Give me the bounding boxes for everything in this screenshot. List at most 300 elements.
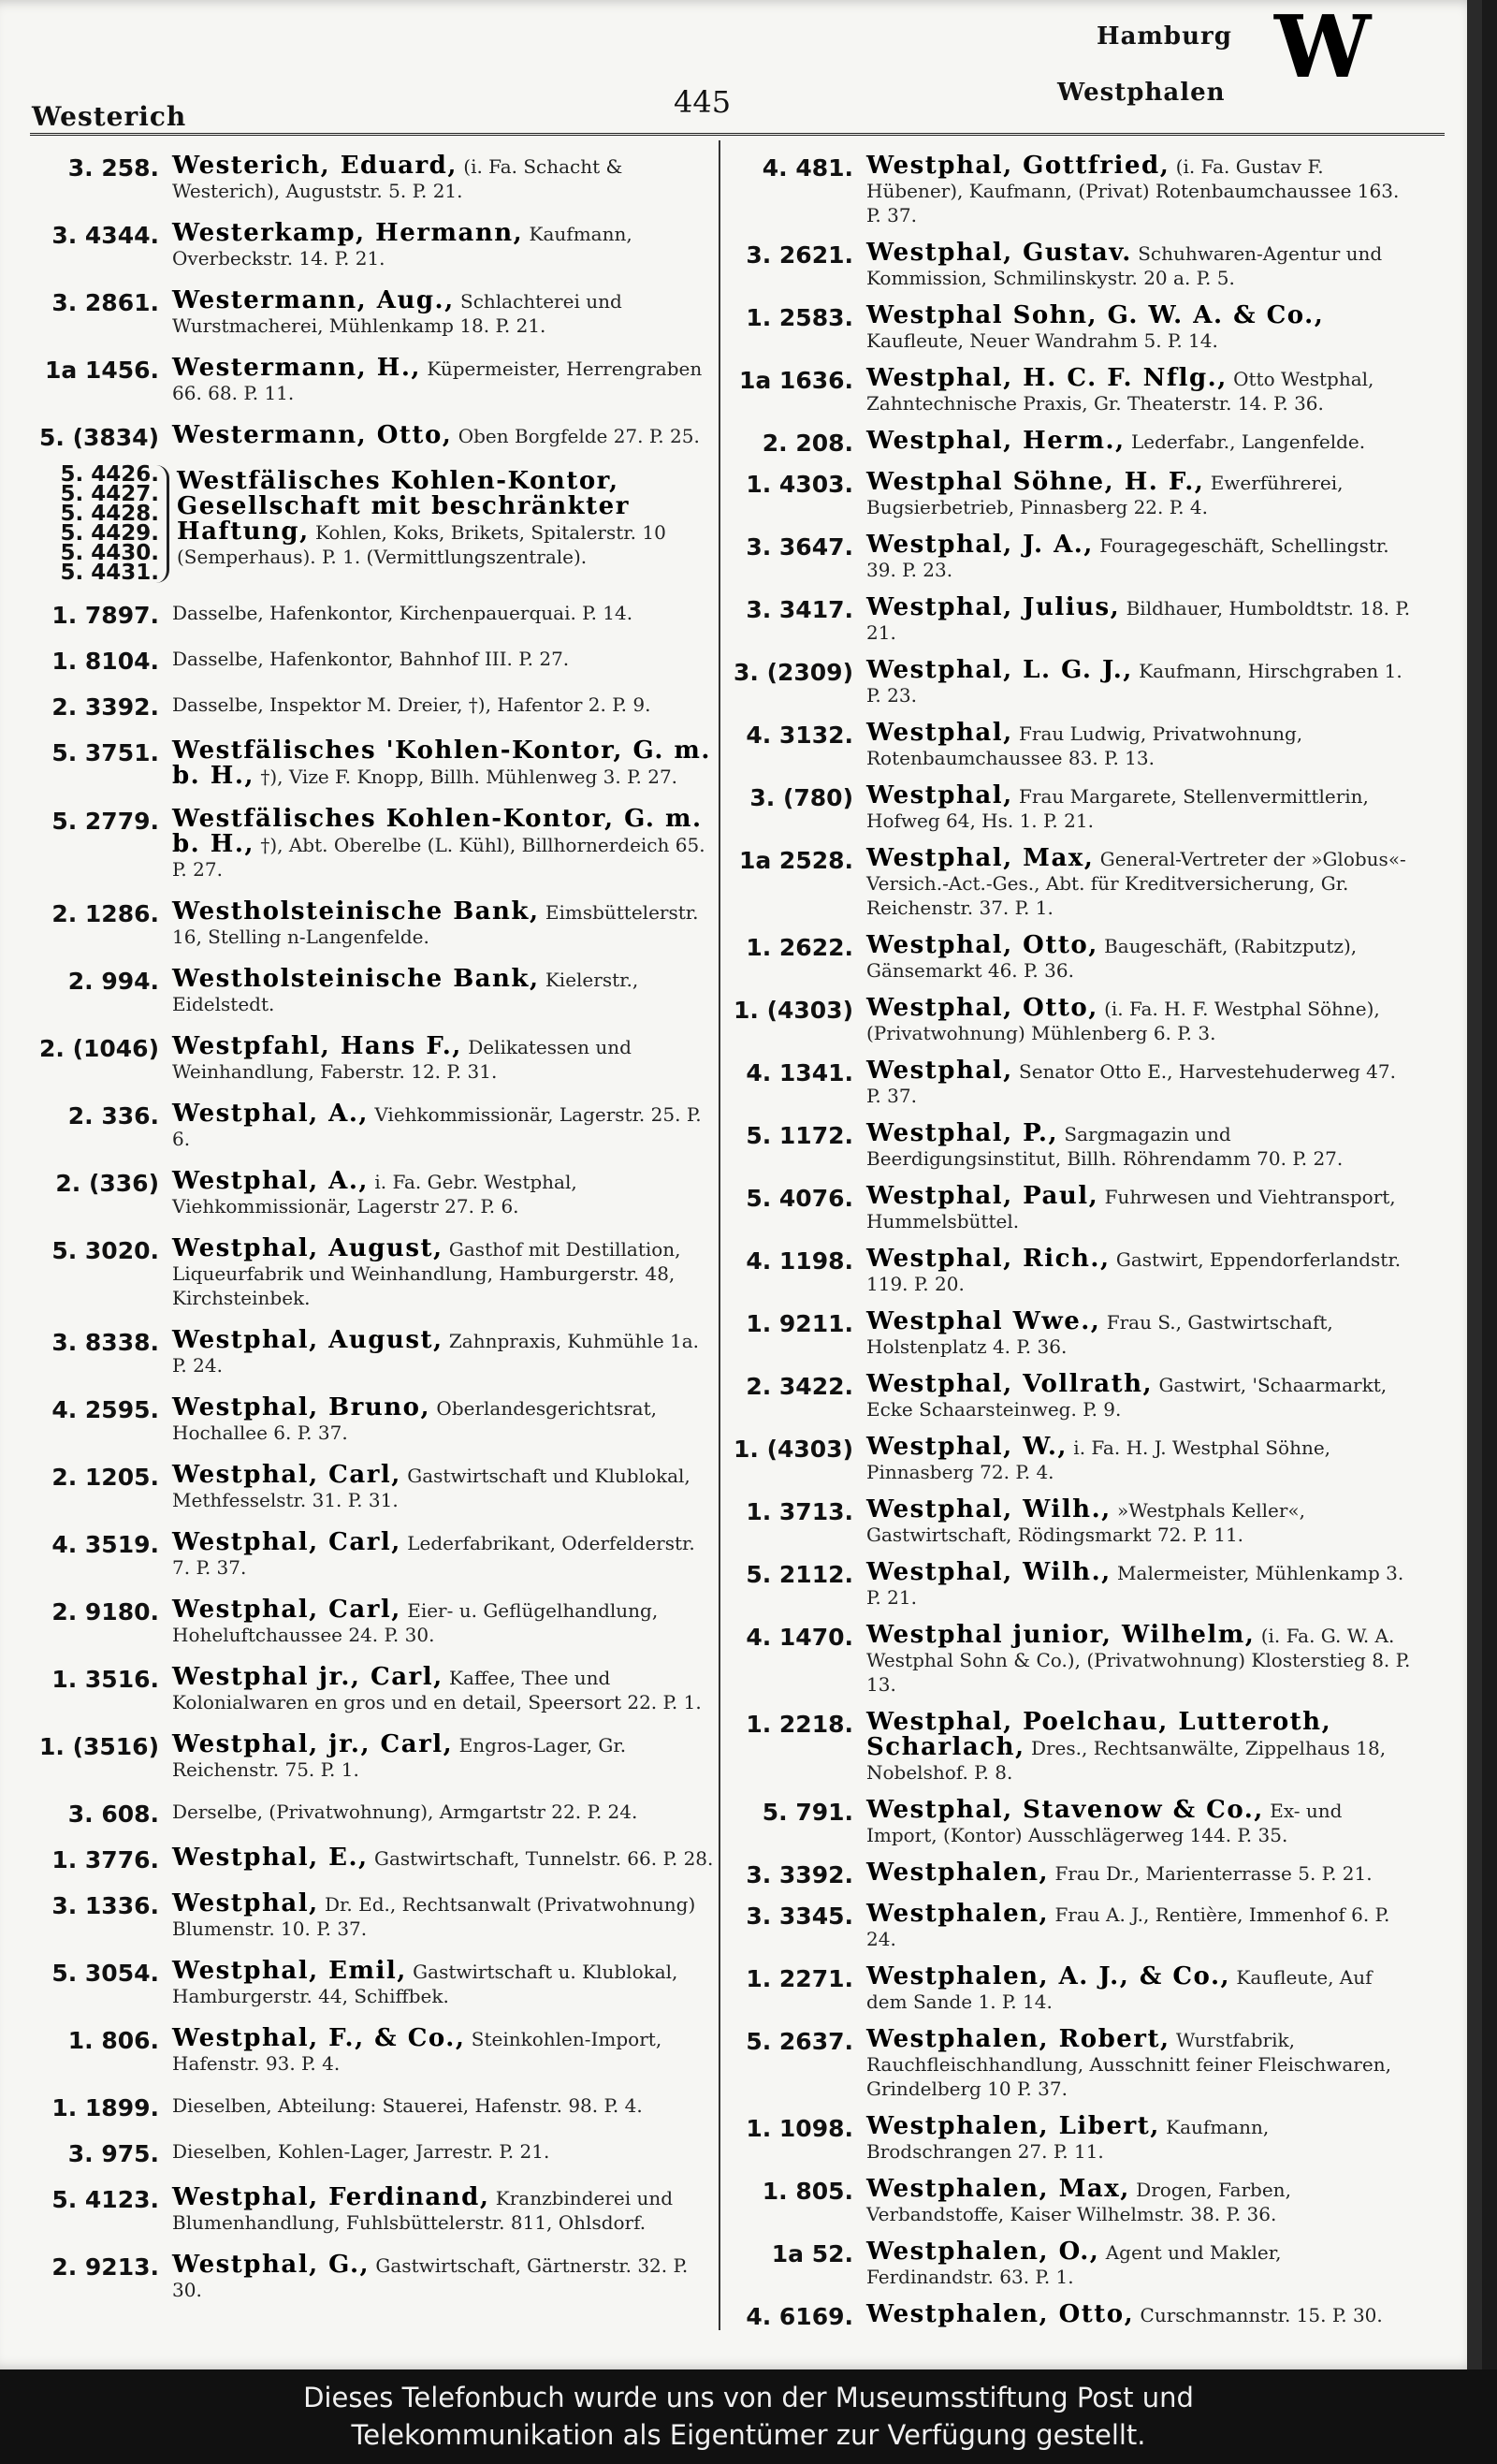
subscriber-details: Dieselben, Kohlen-Lager, Jarrestr. P. 21.: [172, 2140, 550, 2163]
subscriber-details: Dieselben, Abteilung: Stauerei, Hafenstr. 98. P. 4.: [172, 2094, 643, 2117]
subscriber-details: Sargmagazin und Beerdigungsinstitut, Billh. Röhrendamm 70. P. 27.: [866, 1123, 1344, 1170]
subscriber-name: Westphal, Julius,: [866, 593, 1121, 621]
phone-number: 2. 9180.: [51, 1598, 159, 1626]
subscriber-details: Kaufmann, Brodschrangen 27. P. 11.: [866, 2116, 1270, 2163]
entry-text: [866, 1117, 1413, 1171]
phone-number: 1. 2271.: [746, 1965, 853, 1992]
subscriber-name: Westphalen,: [866, 1859, 1050, 1887]
subscriber-details: Steinkohlen-Import, Hafenstr. 93. P. 4.: [172, 2028, 662, 2075]
subscriber-details: Curschmannstr. 15. P. 30.: [1140, 2304, 1383, 2326]
phone-number: 2. 208.: [762, 430, 853, 457]
subscriber-name: Westphal, Herm.,: [866, 427, 1126, 455]
entry-text: [172, 1232, 719, 1310]
phone-number: 3. (780): [749, 784, 853, 811]
entry-text: [172, 1796, 719, 1824]
directory-entry: [730, 425, 1413, 457]
subscriber-details: (i. Fa. G. W. A. Westphal Sohn & Co.), (Privatwohnung) Klosterstieg 8. P. 13.: [866, 1625, 1411, 1696]
subscriber-details: Dasselbe, Hafenkontor, Kirchenpauerquai. P. 14.: [172, 602, 633, 624]
subscriber-name: Westphal, H. C. F. Nflg.,: [866, 364, 1228, 392]
directory-entry: [730, 591, 1413, 645]
footer-line-1: Dieses Telefonbuch wurde uns von der Museumsstiftung Post und: [303, 2382, 1194, 2413]
phone-number: 5. 4430.: [60, 541, 159, 565]
subscriber-details: (i. Fa. Schacht & Westerich), Auguststr. 5. P. 21.: [172, 155, 623, 202]
subscriber-name: Westfälisches Kohlen-Kontor, G. m. b. H.,: [172, 805, 703, 858]
section-letter: W: [1274, 0, 1372, 97]
subscriber-name: Westermann, Otto,: [172, 421, 453, 449]
subscriber-name: Westerich, Eduard,: [172, 152, 458, 180]
directory-entry: [36, 2090, 719, 2121]
entry-text: [866, 1556, 1413, 1610]
entry-text: [172, 1661, 719, 1714]
entry-text: [172, 2249, 719, 2302]
phone-number: 5. 4428.: [60, 502, 159, 526]
subscriber-name: Westphal, P.,: [866, 1119, 1059, 1147]
phone-number: 4. 481.: [762, 154, 853, 182]
directory-entry: [36, 1030, 719, 1084]
directory-entry: [36, 217, 719, 270]
phone-number: 1a 2528.: [738, 847, 853, 874]
phone-number: 3. 4344.: [51, 222, 159, 249]
subscriber-details: (i. Fa. H. F. Westphal Söhne), (Privatwohnung) Mühlenberg 6. P. 3.: [866, 998, 1380, 1044]
phone-number: 1. 9211.: [746, 1310, 853, 1337]
entry-text: [172, 217, 719, 270]
directory-entry: [730, 1961, 1413, 2014]
directory-entry: [36, 2249, 719, 2302]
left-column: [36, 150, 719, 2316]
directory-entry: [730, 1117, 1413, 1171]
entry-text: [866, 1055, 1413, 1108]
subscriber-name: Westerkamp, Hermann,: [172, 219, 524, 247]
phone-number: 3. 8338.: [51, 1329, 159, 1356]
phone-number: 1. 2622.: [746, 934, 853, 961]
entry-text: [172, 1098, 719, 1151]
subscriber-details: Frau Margarete, Stellenvermittlerin, Hofweg 64, Hs. 1. P. 21.: [866, 785, 1369, 832]
subscriber-details: Küpermeister, Herrengraben 66. 68. P. 11.: [172, 357, 703, 404]
subscriber-name: Westphalen, A. J., & Co.,: [866, 1962, 1231, 1990]
subscriber-details: Kranzbinderei und Blumenhandlung, Fuhlsbüttelerstr. 811, Ohlsdorf.: [172, 2187, 674, 2234]
subscriber-name: Westphal, A.,: [172, 1100, 369, 1128]
phone-number: 3. 975.: [67, 2140, 159, 2167]
subscriber-details: Dasselbe, Hafenkontor, Bahnhof III. P. 27.: [172, 648, 570, 670]
phone-number: 1. 805.: [762, 2178, 853, 2205]
subscriber-details: (i. Fa. Gustav F. Hübener), Kaufmann, (Privat) Rotenbaumchaussee 163. P. 37.: [866, 155, 1400, 226]
subscriber-details: Delikatessen und Weinhandlung, Faberstr. 12. P. 31.: [172, 1036, 632, 1083]
entry-text: [866, 466, 1413, 519]
directory-entry: [36, 1526, 719, 1580]
subscriber-name: Westphal jr., Carl,: [172, 1663, 443, 1691]
entry-text: [866, 717, 1413, 770]
directory-entry: [36, 150, 719, 203]
entry-text: [866, 2236, 1413, 2289]
entry-text: [866, 1961, 1413, 2014]
directory-entry: [730, 1368, 1413, 1422]
subscriber-details: Dr. Ed., Rechtsanwalt (Privatwohnung) Blumenstr. 10. P. 37.: [172, 1893, 696, 1940]
entry-text: [172, 963, 719, 1016]
phone-number: 3. 258.: [67, 154, 159, 182]
subscriber-name: Westphal, Rich.,: [866, 1245, 1111, 1273]
phone-number: 5. (3834): [38, 424, 159, 451]
phone-number: 1. 3516.: [51, 1666, 159, 1693]
phone-number: 1. (4303): [733, 997, 853, 1024]
entry-text: [866, 929, 1413, 983]
subscriber-name: Westphal, Carl,: [172, 1461, 401, 1489]
directory-entry: [730, 1706, 1413, 1785]
directory-entry: [730, 654, 1413, 707]
subscriber-details: Drogen, Farben, Verbandstoffe, Kaiser Wilhelmstr. 38. P. 36.: [866, 2179, 1291, 2225]
subscriber-details: Malermeister, Mühlenkamp 3. P. 21.: [866, 1562, 1404, 1609]
entry-text: [866, 529, 1413, 582]
subscriber-name: Westphal, W.,: [866, 1433, 1068, 1461]
footer-line-2: Telekommunikation als Eigentümer zur Verfügung gestellt.: [351, 2419, 1146, 2451]
subscriber-details: Senator Otto E., Harvestehuderweg 47. P. 37.: [866, 1060, 1396, 1107]
entry-text: [177, 465, 719, 569]
subscriber-name: Westphal, Paul,: [866, 1182, 1099, 1210]
entry-text: [172, 2022, 719, 2076]
phone-number: 3. 3392.: [746, 1861, 853, 1888]
subscriber-name: Westphal, Carl,: [172, 1528, 401, 1556]
subscriber-name: Westphalen, Robert,: [866, 2025, 1170, 2053]
directory-entry: [730, 466, 1413, 519]
subscriber-name: Westphal, Otto,: [866, 994, 1098, 1022]
directory-entry: [36, 803, 719, 882]
entry-text: [172, 896, 719, 949]
phone-number: 4. 1470.: [746, 1624, 853, 1651]
directory-entry: [36, 1165, 719, 1218]
subscriber-details: i. Fa. H. J. Westphal Söhne, Pinnasberg 72. P. 4.: [866, 1436, 1331, 1483]
directory-entry: [36, 1728, 719, 1782]
subscriber-name: Westpfahl, Hans F.,: [172, 1032, 462, 1060]
phone-number: 1. 3776.: [51, 1846, 159, 1874]
directory-entry: [730, 1494, 1413, 1547]
subscriber-details: Gastwirtschaft und Klublokal, Methfesselstr. 31. P. 31.: [172, 1465, 690, 1511]
directory-entry: [36, 419, 719, 451]
entry-text: [172, 689, 719, 717]
subscriber-details: Gastwirtschaft u. Klublokal, Hamburgerstr. 44, Schiffbek.: [172, 1961, 678, 2007]
phone-number: 1a 52.: [771, 2240, 853, 2267]
entry-text: [866, 654, 1413, 707]
entry-text: [172, 1030, 719, 1084]
entry-text: [172, 1955, 719, 2008]
subscriber-name: Westphal, Emil,: [172, 1957, 407, 1985]
subscriber-details: Kohlen, Koks, Brikets, Spitalerstr. 10 (Semperhaus). P. 1. (Vermittlungszentrale).: [177, 521, 666, 568]
subscriber-name: Westphal, Max,: [866, 844, 1095, 872]
subscriber-details: Frau Ludwig, Privatwohnung, Rotenbaumchaussee 83. P. 13.: [866, 722, 1303, 769]
entry-text: [866, 299, 1413, 353]
subscriber-details: †), Abt. Oberelbe (L. Kühl), Billhornerdeich 65. P. 27.: [172, 834, 705, 881]
phone-number: 1a 1636.: [738, 367, 853, 394]
directory-entry: [730, 1431, 1413, 1484]
subscriber-name: Westphal, Carl,: [172, 1596, 401, 1624]
subscriber-details: Ewerführerei, Bugsierbetrieb, Pinnasberg 22. P. 4.: [866, 472, 1344, 518]
subscriber-name: Westfälisches 'Kohlen-Kontor, G. m. b. H.,: [172, 736, 711, 790]
subscriber-name: Westphal, August,: [172, 1326, 443, 1354]
entry-text: [866, 1706, 1413, 1785]
subscriber-details: Frau S., Gastwirtschaft, Holstenplatz 4. P. 36.: [866, 1311, 1333, 1358]
entry-text: [866, 150, 1413, 227]
phone-number: 5. 4426.: [60, 462, 159, 487]
directory-entry: [36, 963, 719, 1016]
phone-number: 3. 1336.: [51, 1892, 159, 1919]
phone-number: 1. 2583.: [746, 304, 853, 331]
directory-entry: [730, 717, 1413, 770]
directory-entry: [730, 2173, 1413, 2226]
phone-number: 2. 1205.: [51, 1464, 159, 1491]
directory-entry: [730, 992, 1413, 1045]
subscriber-details: Viehkommissionär, Lagerstr. 25. P. 6.: [172, 1103, 702, 1150]
directory-entry: [730, 1857, 1413, 1888]
entry-text: [866, 1305, 1413, 1359]
subscriber-details: Zahnpraxis, Kuhmühle 1a. P. 24.: [172, 1330, 700, 1377]
entry-text: [172, 2090, 719, 2118]
phone-number: 3. 3345.: [746, 1903, 853, 1930]
directory-entry: [36, 352, 719, 405]
subscriber-details: i. Fa. Gebr. Westphal, Viehkommissionär, Lagerstr 27. P. 6.: [172, 1171, 577, 1217]
subscriber-details: Fuhrwesen und Viehtransport, Hummelsbüttel.: [866, 1186, 1396, 1232]
entry-text: [866, 362, 1413, 416]
subscriber-name: Westphal, Wilh.,: [866, 1558, 1112, 1586]
directory-entry: [36, 1098, 719, 1151]
directory-entry: [730, 1243, 1413, 1296]
subscriber-name: Westholsteinische Bank,: [172, 897, 540, 926]
subscriber-details: Gastwirt, 'Schaarmarkt, Ecke Schaarsteinweg. P. 9.: [866, 1374, 1388, 1421]
subscriber-name: Westfälisches Kohlen-Kontor, Gesellschaft mit beschränkter Haftung,: [177, 467, 630, 546]
subscriber-details: Eier- u. Geflügelhandlung, Hoheluftchaussee 24. P. 30.: [172, 1599, 659, 1646]
phone-number-group: [39, 462, 169, 585]
entry-text: [866, 2023, 1413, 2101]
directory-entry: [730, 1055, 1413, 1108]
subscriber-details: Dasselbe, Inspektor M. Dreier, †), Hafentor 2. P. 9.: [172, 693, 651, 716]
subscriber-details: Frau A. J., Rentière, Immenhof 6. P. 24.: [866, 1903, 1390, 1950]
subscriber-name: Westphalen, O.,: [866, 2238, 1100, 2266]
phone-number: 4. 1341.: [746, 1059, 853, 1086]
subscriber-name: Westphalen, Libert,: [866, 2112, 1160, 2140]
entry-text: [866, 1898, 1413, 1951]
phone-number: 5. 4431.: [60, 561, 159, 585]
subscriber-details: Derselbe, (Privatwohnung), Armgartstr 22. P. 24.: [172, 1801, 638, 1823]
entry-text: [172, 1392, 719, 1445]
subscriber-name: Westphal, F., & Co.,: [172, 2024, 466, 2052]
directory-entry: [36, 643, 719, 675]
subscriber-name: Westphal, August,: [172, 1234, 443, 1262]
subscriber-details: Kielerstr., Eidelstedt.: [172, 969, 639, 1015]
subscriber-details: Kaufmann, Hirschgraben 1. P. 23.: [866, 660, 1403, 707]
entry-text: [172, 1459, 719, 1512]
phone-number: 5. 4123.: [51, 2186, 159, 2213]
directory-entry: [36, 1459, 719, 1512]
subscriber-name: Westphal, G.,: [172, 2251, 371, 2279]
header-rule: [30, 133, 1445, 136]
right-column: [730, 150, 1413, 2340]
directory-entry: [36, 2022, 719, 2076]
directory-entry: [730, 237, 1413, 290]
directory-entry: [730, 2023, 1413, 2101]
phone-number: 1. 2218.: [746, 1711, 853, 1738]
subscriber-name: Westermann, Aug.,: [172, 286, 455, 314]
subscriber-name: Westphal, jr., Carl,: [172, 1730, 454, 1758]
footer-notice: [0, 2369, 1497, 2464]
phone-number: 3. 3647.: [746, 533, 853, 561]
directory-entry: [36, 689, 719, 721]
subscriber-name: Westphal, Otto,: [866, 931, 1098, 959]
subscriber-name: Westphal,: [866, 1057, 1013, 1085]
entry-text: [172, 597, 719, 625]
subscriber-details: General-Vertreter der »Globus«-Versich.-Act.-Ges., Abt. für Kreditversicherung, Gr. Reichenstr. 37. P. 1.: [866, 848, 1406, 919]
subscriber-name: Westphal,: [172, 1889, 319, 1917]
entry-text: [172, 803, 719, 882]
subscriber-name: Westphal, Bruno,: [172, 1393, 431, 1422]
page-edge-shadow: [1467, 0, 1482, 2369]
phone-number: 2. 336.: [67, 1102, 159, 1130]
subscriber-details: Frau Dr., Marienterrasse 5. P. 21.: [1054, 1862, 1373, 1885]
subscriber-name: Westphal, Gustav.: [866, 239, 1132, 267]
directory-entry: [36, 1955, 719, 2008]
directory-entry: [36, 1796, 719, 1828]
phone-number: 1. 1098.: [746, 2115, 853, 2142]
entry-text: [866, 425, 1413, 454]
subscriber-name: Westphal,: [866, 719, 1013, 747]
entry-text: [866, 2298, 1413, 2327]
subscriber-details: Kaufmann, Overbeckstr. 14. P. 21.: [172, 223, 632, 270]
entry-text: [866, 1619, 1413, 1697]
subscriber-name: Westphalen, Max,: [866, 2175, 1130, 2203]
phone-number: 5. 3054.: [51, 1960, 159, 1987]
directory-entry: [36, 597, 719, 629]
directory-entry: [36, 1232, 719, 1310]
subscriber-name: Westphal, Poelchau, Lutteroth, Scharlach,: [866, 1708, 1332, 1761]
directory-entry: [36, 1594, 719, 1647]
subscriber-details: Engros-Lager, Gr. Reichenstr. 75. P. 1.: [172, 1734, 627, 1781]
subscriber-details: Otto Westphal, Zahntechnische Praxis, Gr. Theaterstr. 14. P. 36.: [866, 368, 1374, 415]
page-number: 445: [674, 84, 732, 120]
phone-number: 4. 3519.: [51, 1531, 159, 1558]
subscriber-details: Eimsbüttelerstr. 16, Stelling n-Langenfelde.: [172, 901, 699, 948]
phone-number: 1. (3516): [38, 1733, 159, 1760]
directory-entry: [730, 1898, 1413, 1951]
subscriber-details: Oben Borgfelde 27. P. 25.: [458, 425, 700, 447]
subscriber-name: Westphal Wwe.,: [866, 1307, 1101, 1335]
subscriber-name: Westphal, Stavenow & Co.,: [866, 1796, 1264, 1824]
subscriber-name: Westphalen,: [866, 1900, 1050, 1928]
subscriber-details: Gastwirtschaft, Gärtnerstr. 32. P. 30.: [172, 2254, 689, 2301]
subscriber-details: Ex- und Import, (Kontor) Ausschlägerweg 144. P. 35.: [866, 1800, 1343, 1846]
directory-entry: [730, 362, 1413, 416]
directory-entry: [730, 780, 1413, 833]
phone-number: 1. 3713.: [746, 1498, 853, 1525]
phone-number: 5. 2112.: [746, 1561, 853, 1588]
directory-entry: [36, 735, 719, 789]
phone-number: 5. 4427.: [60, 482, 159, 506]
subscriber-name: Westphal, Wilh.,: [866, 1495, 1112, 1524]
subscriber-details: Schlachterei und Wurstmacherei, Mühlenkamp 18. P. 21.: [172, 290, 622, 337]
subscriber-name: Westholsteinische Bank,: [172, 965, 540, 993]
directory-entry: [36, 896, 719, 949]
subscriber-details: Baugeschäft, (Rabitzputz), Gänsemarkt 46. P. 36.: [866, 935, 1358, 982]
subscriber-name: Westphal, Ferdinand,: [172, 2183, 490, 2211]
phone-number: 3. 608.: [67, 1801, 159, 1828]
subscriber-name: Westphal, Vollrath,: [866, 1370, 1154, 1398]
directory-entry: [36, 1842, 719, 1874]
phone-number: 1a 1456.: [44, 357, 159, 384]
subscriber-details: Oberlandesgerichtsrat, Hochallee 6. P. 37.: [172, 1397, 657, 1444]
subscriber-name: Westphal, E.,: [172, 1844, 369, 1872]
phone-number: 4. 2595.: [51, 1396, 159, 1423]
subscriber-details: Lederfabrikant, Oderfelderstr. 7. P. 37.: [172, 1532, 695, 1579]
phone-number: 3. 2621.: [746, 241, 853, 269]
entry-text: [172, 419, 719, 448]
subscriber-details: Wurstfabrik, Rauchfleischhandlung, Ausschnitt feiner Fleischwaren, Grindelberg 10 P. 37.: [866, 2029, 1391, 2100]
entry-text: [866, 2110, 1413, 2164]
entry-text: [172, 1728, 719, 1782]
subscriber-details: Dres., Rechtsanwälte, Zippelhaus 18, Nobelshof. P. 8.: [866, 1737, 1387, 1784]
phone-number: 2. (336): [55, 1170, 159, 1197]
entry-text: [866, 591, 1413, 645]
phone-number: 1. (4303): [733, 1436, 853, 1463]
subscriber-name: Westphal junior, Wilhelm,: [866, 1621, 1256, 1649]
phone-number: 1. 4303.: [746, 471, 853, 498]
phone-number: 5. 2779.: [51, 808, 159, 835]
directory-entry: [36, 1888, 719, 1941]
subscriber-name: Westphal, Gottfried,: [866, 152, 1170, 180]
subscriber-details: Gasthof mit Destillation, Liqueurfabrik und Weinhandlung, Hamburgerstr. 48, Kirchsteinbek.: [172, 1238, 681, 1309]
subscriber-details: Kaufleute, Neuer Wandrahm 5. P. 14.: [866, 329, 1218, 352]
directory-entry: [39, 462, 719, 585]
entry-text: [172, 735, 719, 789]
entry-text: [172, 1324, 719, 1378]
directory-entry: [730, 299, 1413, 353]
subscriber-details: Schuhwaren-Agentur und Kommission, Schmilinskystr. 20 a. P. 5.: [866, 242, 1383, 289]
subscriber-name: Westphal Söhne, H. F.,: [866, 468, 1205, 496]
directory-entry: [730, 1794, 1413, 1847]
directory-entry: [36, 2181, 719, 2235]
entry-text: [866, 1180, 1413, 1233]
directory-entry: [36, 284, 719, 338]
entry-text: [172, 1526, 719, 1580]
entry-text: [172, 2136, 719, 2164]
directory-entry: [730, 1556, 1413, 1610]
phone-number: 2. 9213.: [51, 2253, 159, 2281]
entry-text: [866, 1857, 1413, 1886]
subscriber-name: Westphal, A.,: [172, 1167, 369, 1195]
subscriber-name: Westermann, H.,: [172, 354, 421, 382]
entry-text: [866, 1431, 1413, 1484]
entry-text: [172, 2181, 719, 2235]
directory-entry: [730, 529, 1413, 582]
phone-number: 3. (2309): [733, 659, 853, 686]
entry-text: [866, 2173, 1413, 2226]
entry-text: [172, 1888, 719, 1941]
subscriber-details: Bildhauer, Humboldtstr. 18. P. 21.: [866, 597, 1411, 644]
phone-number: 5. 3020.: [51, 1237, 159, 1264]
subscriber-details: Fouragegeschäft, Schellingstr. 39. P. 23.: [866, 534, 1389, 581]
subscriber-name: Westphal, L. G. J.,: [866, 656, 1133, 684]
subscriber-details: †), Vize F. Knopp, Billh. Mühlenweg 3. P. 27.: [260, 765, 678, 788]
directory-entry: [730, 2236, 1413, 2289]
phone-number: 2. 994.: [67, 968, 159, 995]
running-head-left: Westerich: [32, 101, 187, 132]
entry-text: [172, 1842, 719, 1871]
entry-text: [866, 237, 1413, 290]
running-head-right: Westphalen: [1057, 79, 1226, 107]
subscriber-details: Gastwirt, Eppendorferlandstr. 119. P. 20.: [866, 1248, 1402, 1295]
directory-entry: [730, 842, 1413, 920]
phone-number: 5. 4429.: [60, 521, 159, 546]
subscriber-name: Westphal,: [866, 781, 1013, 809]
entry-text: [172, 352, 719, 405]
subscriber-details: Lederfabr., Langenfelde.: [1130, 430, 1366, 453]
subscriber-name: Westphalen, Otto,: [866, 2300, 1135, 2328]
phone-number: 5. 3751.: [51, 739, 159, 766]
subscriber-details: Kaffee, Thee und Kolonialwaren en gros und en detail, Speersort 22. P. 1.: [172, 1667, 702, 1713]
